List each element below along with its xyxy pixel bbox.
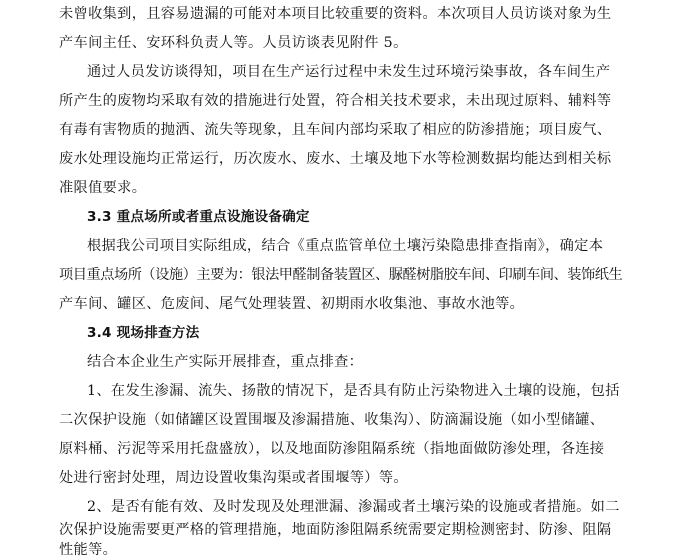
list-item-line: 处进行密封处理，周边设置收集沟渠或者围堰等）等。: [59, 470, 408, 486]
paragraph-line: 所产生的废物均采取有效的措施进行处置，符合相关技术要求，未出现过原料、辅料等: [59, 93, 612, 109]
section-heading-3-4: 3.4 现场排查方法: [87, 325, 200, 341]
paragraph-line: 结合本企业生产实际开展排查，重点排查：: [87, 354, 364, 370]
paragraph-line: 产车间主任、安环科负责人等。人员访谈表见附件 5。: [59, 35, 408, 51]
paragraph-line: 根据我公司项目实际组成，结合《重点监管单位土壤污染隐患排查指南》，确定本: [87, 238, 604, 254]
paragraph-line: 废水处理设施均正常运行，历次废水、废水、土壤及地下水等检测数据均能达到相关标: [59, 151, 612, 167]
list-item-line: 2、是否有能有效、及时发现及处理泄漏、渗漏或者土壤污染的设施或者措施。如二: [87, 499, 620, 515]
paragraph-line: 产车间、罐区、危废间、尾气处理装置、初期雨水收集池、事故水池等。: [59, 296, 525, 312]
list-item-line: 性能等。: [59, 542, 118, 558]
paragraph-line: 未曾收集到，且容易遗漏的可能对本项目比较重要的资料。本次项目人员访谈对象为生: [59, 6, 612, 22]
list-item-line: 次保护设施需要更严格的管理措施，地面防渗阻隔系统需要定期检测密封、防渗、阻隔: [59, 522, 612, 538]
section-heading-3-3: 3.3 重点场所或者重点设施设备确定: [87, 209, 310, 225]
paragraph-line: 准限值要求。: [59, 180, 147, 196]
list-item-line: 原料桶、污泥等采用托盘盛放），以及地面防渗阻隔系统（指地面做防渗处理，各连接: [59, 441, 605, 457]
paragraph-line: 有毒有害物质的抛洒、流失等现象，且车间内部均采取了相应的防渗措施；项目废气、: [59, 122, 612, 138]
list-item-line: 二次保护设施（如储罐区设置围堰及渗漏措施、收集沟）、防滴漏设施（如小型储罐、: [59, 412, 605, 428]
list-item-line: 1、在发生渗漏、流失、扬散的情况下，是否具有防止污染物进入土壤的设施，包括: [87, 383, 620, 399]
paragraph-line: 项目重点场所（设施）主要为：银法甲醛制备装置区、脲醛树脂胶车间、印刷车间、装饰纸生: [59, 267, 623, 283]
paragraph-line: 通过人员发访谈得知，项目在生产运行过程中未发生过环境污染事故，各车间生产: [87, 64, 611, 80]
